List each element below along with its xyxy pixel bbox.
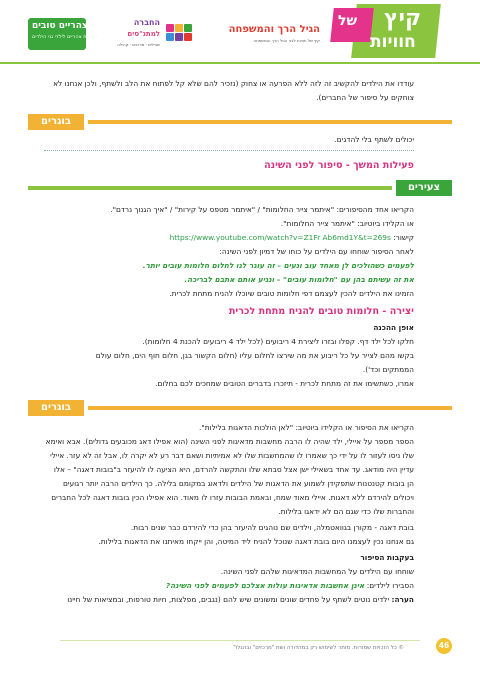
footer-copyright: © כל הזכויות שמורות. מותר לשימוש רק במהדורה ושת "מרכזים" ובהגלו" [233,645,404,651]
section-title-bedtime: פעילות המשך - סיפור לפני השינה [264,160,414,171]
explain-question: אינן אחשבות אדאיגות עולות אצלכם לפעמים לפני השינה? [165,581,365,590]
creation-subhead: אופן ההכנה [373,323,414,332]
tzohorayim-logo [28,18,98,50]
older-line-3: שלו ניסו לעזור לו על ידי כך שאמרו לו שהמחשבות שלו לא אמיתיות ושאם דבר רע לא יקרה לו, אבל זה לא עזר. איילי [50,451,414,460]
explain-label: הסבירו לילדים: [366,581,414,590]
story-line-6: את זה עשיתם בהן עם "חלומות עובים" – ונגיע אותם אתבם לבריכה. [184,275,414,284]
page-number: 46 [436,638,452,654]
banner-bogrim-2 [28,400,452,416]
story-link-row [44,232,414,244]
story-line-4: לאחר הסיפור שוחחו עם הילדים על כוחו של דמיון לפני השינה: [219,247,414,256]
divider [44,150,414,151]
older-line-1: הקריאו את הסיפור או הקלידו ביוטיוב: "לאן הולכות הדאגות בלילות". [199,423,414,432]
banner-tzeirim [28,180,452,196]
header-text [208,24,320,43]
note-text: ילדים נוטים לשתף על פחדים שונים ומשונים שיש להם (נגבים, מפלצות, חיות טורפות, ובמציאות של חיינו [67,595,390,604]
older-line-7: והחברות שלו כדי שגם הם לא ידאגו בלילות. [278,507,414,516]
matnasim-subtitle: שבילים · מרכזים · קהילה [117,42,160,47]
banner-bogrim-1-label: בוגרים [28,114,84,130]
header-subtitle: קיץ של חוויות לבני הגיל הרך והמשפחה [253,38,320,43]
story-line-2: או הקלידו ביוטיוב: "איתמר צייר החלומות". [280,219,414,228]
tzohorayim-subtitle: מסגרת צהריים לילדי גני הילדים [32,34,98,40]
older-line-12 [44,594,414,606]
footer [60,640,420,657]
share-line: יכולים לשתף בלי להדגים. [334,135,414,144]
older-line-4: עדיין היה מודאג. עד אחד בשאילי ישן אצל סבתא שלו והתקשה להרדם, היא הציעה לו להיעזר ב"בובות דאגה" – אלו [53,465,414,474]
colored-squares-icon [166,24,192,46]
matnasim-title-2: למתנ"סים [127,30,160,38]
creation-title: יצירה - חלומות טובים להניח מתחת לכרית [228,306,414,317]
story-line-7: הזמינו את הילדים להכין לעצמם דפי חלומות טובים שיוכלו להניח מתחת לכרית. [169,289,414,298]
header-stripe [0,62,480,64]
older-line-8: בובת דאגה - מקורן בגוואטמלה, וילדים שם נוהגים להיעזר בהן כדי להירדם כבר שנים רבות. [130,523,414,532]
intro-line-1: עודדו את הילדים להקשיב זה לזה ללא הפרעה או צחוק (נזכיר להם שלא קל לפתוח את הלב ולשתף, ולכן אנחנו לא [53,79,414,88]
matnasim-title-1: החברה [133,18,160,27]
banner-bogrim-2-label: בוגרים [28,400,84,416]
creation-line-3: הממתקים וכד'). [362,365,414,374]
older-line-10: שוחחו עם הילדים על המחשבות המדאיגות שלהם לפני השינה. [220,567,414,576]
chavayot-word: חוויות [370,32,416,52]
older-line-6: ויכולים להירדם ללא דאגות. איילי מאוד שמח, ובאמת הבובות עזרו לו מאוד. הוא אפילו הכין בובות דאגה לכל החברים [51,493,414,502]
banner-tzeirim-label: צעירים [396,180,452,196]
youtube-link[interactable]: https://www.youtube.com/watch?v=Z1Fr Ab6md1Y&t=269s [169,233,391,242]
note-label: הערה: [391,595,414,604]
matnasim-logo [92,16,192,52]
creation-line-4: אמרו, כשתשימו את זה מתחת לכרית - תיזכרו בדברים הטובים שמחכים לכם בחלום. [155,379,414,388]
header-title: הגיל הרך והמשפחה [228,24,320,35]
older-subhead: בעקבות הסיפור [360,553,414,562]
intro-line-2: צוחקים על סיפור של החברים). [316,93,414,102]
shel-word: של [338,13,358,29]
banner-bogrim-1 [28,114,452,130]
story-line-5: לפעמים כשהולכים לן מאחד עוב ונעים – זה עוגר לנו לחלום חלומות עובים יותר. [142,261,414,270]
creation-line-2: בקשו מהם לצייר על כל ריבוע את מה שירצו לחלום עליו (חלום הקשור בגן, חלום חוף הים, חלום עולם [95,351,414,360]
story-link-label: קישור: [393,233,414,242]
older-line-2: הספר מספר על איילי, ילד שהיה לו הרבה מחשבות מדאיגות לפני השינה (הוא אפילו דאג מכובעים גדולים). אבא ואימא [45,437,414,446]
header [0,0,480,60]
older-line-11 [44,580,414,592]
tzohorayim-title: צהריים טובים [32,21,88,31]
older-line-9: גם אנחנו נכין לעצמנו היום בובת דאגה שנוכל להניח ליד המיטה, והן ייקחו מאיתנו את הדאגות בלילות. [98,537,414,546]
kayitz-logo [326,4,456,58]
older-line-5: הן בובות קטנטנות שתפקידן לשמוע את הדאגות של הילדים ולדאוג במקומם בלילה. כך הילדים הרבה יותר רגועים [62,479,414,488]
kayitz-word: קיץ [384,6,422,31]
creation-line-1: חלקו לכל ילד דף. קפלו ובזרו ליצירת 4 ריבועים (לכל ילד 4 ריבועים להכנת 4 חלומות). [142,337,414,346]
story-line-1: הקריאו אחד מהסיפורים: "איתמר צייר החלומות" / "איתמר מטפס על קירות" / "איך הגנוך נרדם". [110,205,414,214]
